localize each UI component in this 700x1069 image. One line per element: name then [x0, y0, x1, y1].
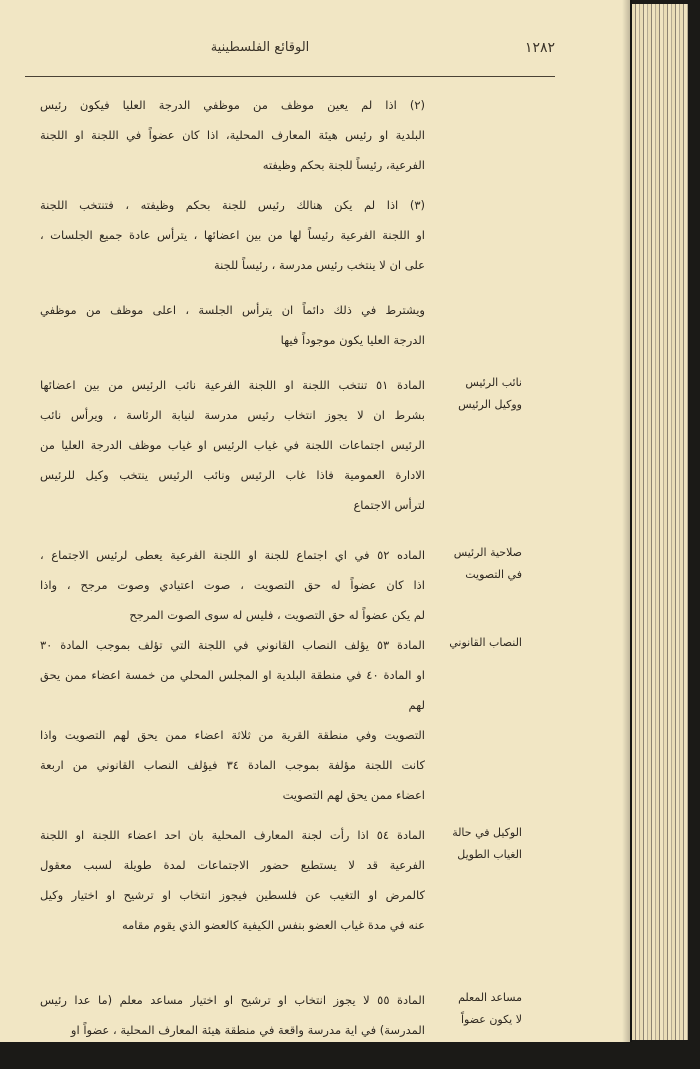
- paragraph: [40, 985, 425, 1045]
- paragraph: [40, 295, 425, 355]
- text-line: الرئيس اجتماعات اللجنة في غياب الرئيس او غياب موظف الدرجة العليا من: [40, 438, 425, 452]
- page-edges: [632, 4, 688, 1040]
- margin-note: [430, 987, 522, 1031]
- text-line: عنه في مدة غياب العضو بنفس الكيفية كالعضو الذي يقوم مقامه: [121, 918, 425, 932]
- text-line: على ان لا ينتخب رئيس مدرسة ، رئيساً للجنة: [213, 258, 425, 272]
- text-line: التصويت وفي منطقة القرية من ثلاثة اعضاء ممن يحق لهم التصويت واذا: [40, 728, 425, 742]
- margin-note-line: الغياب الطويل: [457, 848, 522, 861]
- text-line: اعضاء ممن يحق لهم التصويت: [282, 788, 425, 802]
- text-line: الادارة العمومية فاذا غاب الرئيس ونائب الرئيس ينتخب وكيل للرئيس: [40, 468, 425, 482]
- text-line: بشرط ان لا يجوز انتخاب رئيس مدرسة لنيابة الرئاسة ، ويرأس نائب: [40, 408, 425, 422]
- text-line: المادة ٥٥ لا يجوز انتخاب او ترشيح او اختيار مساعد معلم (ما عدا رئيس: [40, 993, 426, 1007]
- text-line: المادة ٥٣ يؤلف النصاب القانوني في اللجنة التي تؤلف بموجب المادة ٣٠: [40, 638, 426, 652]
- text-line: الدرجة العليا يكون موجوداً فيها: [280, 333, 425, 347]
- text-line: كانت اللجنة مؤلفة بموجب المادة ٣٤ فيؤلف النصاب القانوني من اربعة: [40, 758, 426, 772]
- margin-note: [430, 372, 522, 416]
- margin-note-line: في التصويت: [465, 568, 522, 581]
- text-line: لم يكن عضواً له حق التصويت ، فليس له سوى الصوت المرجح: [129, 608, 425, 622]
- margin-note: [430, 542, 522, 586]
- margin-note-line: نائب الرئيس: [465, 376, 522, 389]
- text-line: ويشترط في ذلك دائماً ان يترأس الجلسة ، اعلى موظف من موظفي: [40, 303, 425, 317]
- text-line: (٢) اذا لم يعين موظف من موظفي الدرجة العليا فيكون رئيس: [40, 98, 425, 112]
- margin-note-line: النصاب القانوني: [449, 636, 522, 649]
- margin-note-line: ووكيل الرئيس: [458, 398, 522, 411]
- paragraph: [40, 820, 425, 940]
- text-line: او اللجنة الفرعية رئيساً لها من بين اعضائها ، يترأس عادة جميع الجلسات ،: [40, 228, 425, 242]
- text-line: كالمرض او التغيب عن فلسطين فيجوز انتخاب او ترشيح او اختيار وكيل: [40, 888, 425, 902]
- text-line: الفرعية قد لا يستطيع حضور الاجتماعات لمدة طويلة لسبب معقول: [40, 858, 425, 872]
- paragraph: [40, 630, 425, 810]
- gutter-shadow: [622, 0, 632, 1042]
- text-line: البلدية او رئيس هيئة المعارف المحلية، اذا كان عضواً في اللجنة او اللجنة: [40, 128, 425, 142]
- running-title: الوقائع الفلسطينية: [210, 40, 310, 55]
- margin-note-line: الوكيل في حالة: [452, 826, 522, 839]
- text-line: المادة ٥٤ اذا رأت لجنة المعارف المحلية بان احد اعضاء اللجنة او اللجنة: [40, 828, 425, 842]
- paragraph: [40, 90, 425, 180]
- text-line: (٣) اذا لم يكن هنالك رئيس للجنة بحكم وظيفته ، فتنتخب اللجنة: [40, 198, 425, 212]
- margin-note: [430, 822, 522, 866]
- paragraph: [40, 190, 425, 280]
- margin-note-line: لا يكون عضواً: [460, 1013, 522, 1026]
- margin-note-line: صلاحية الرئيس: [453, 546, 522, 559]
- page-number: ١٢٨٢: [524, 40, 555, 56]
- text-line: الماده ٥٢ في اي اجتماع للجنة او اللجنة الفرعية يعطى لرئيس الاجتماع ،: [40, 548, 426, 562]
- text-line: او المادة ٤٠ في منطقة البلدية او المجلس المحلي من خمسة اعضاء ممن يحق لهم: [40, 668, 426, 712]
- text-line: المدرسة) في اية مدرسة واقعة في منطقة هيئة المعارف المحلية ، عضواً او: [70, 1023, 425, 1037]
- paragraph: [40, 370, 425, 520]
- header-rule: [25, 76, 555, 77]
- text-line: المادة ٥١ تنتخب اللجنة او اللجنة الفرعية نائب الرئيس من بين اعضائها: [40, 378, 426, 392]
- paragraph: [40, 540, 425, 630]
- margin-note-line: مساعد المعلم: [458, 991, 522, 1004]
- text-line: الفرعية، رئيساً للجنة بحكم وظيفته: [262, 158, 425, 172]
- text-line: اذا كان عضواً له حق التصويت ، صوت اعتيادي وصوت مرجح ، واذا: [40, 578, 425, 592]
- margin-note: [430, 632, 522, 654]
- text-line: لترأس الاجتماع: [353, 498, 425, 512]
